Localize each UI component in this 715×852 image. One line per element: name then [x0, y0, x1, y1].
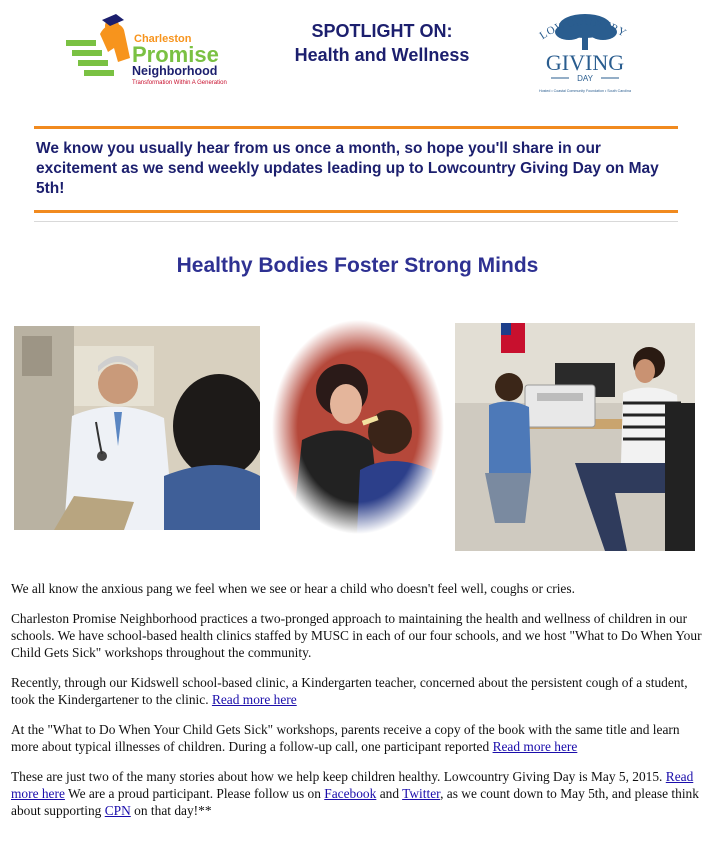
paragraph-kidswell: [11, 674, 707, 708]
photo-doctor-with-child: [14, 326, 260, 530]
grey-divider: [34, 221, 678, 222]
read-more-giving-day-link[interactable]: Read more here: [11, 769, 694, 801]
spotlight-heading: [262, 19, 502, 67]
orange-divider-bottom: [34, 210, 678, 213]
paragraph-approach: Charleston Promise Neighborhood practices a two-pronged approach to maintaining the health and wellness of children in our schools. We have school-based health clinics staffed by MUSC in each of our four schools, and we host "What to Do When Your Child Gets Sick" workshops throughout the community.: [11, 611, 702, 660]
lowcountry-giving-day-logo[interactable]: [525, 6, 645, 101]
cpn-link[interactable]: CPN: [104, 803, 131, 818]
logo-lowcountry-text: LOWCOUNTRY: [537, 15, 629, 43]
announcement-banner: We know you usually hear from us once a month, so hope you'll share in our excitement as we send weekly updates leading up to Lowcountry Giving Day on May 5th!: [36, 140, 659, 197]
photo-ear-exam: [272, 320, 444, 534]
paragraph-giving-day-text-b: We are a proud participant. Please follow us on: [64, 786, 321, 801]
paragraph-giving-day-text-c: and: [379, 786, 400, 801]
spotlight-topic: Health and Wellness: [294, 45, 470, 65]
charleston-promise-neighborhood-logo[interactable]: [62, 12, 242, 87]
read-more-workshops-link[interactable]: Read more here: [492, 739, 578, 754]
article-headline: Healthy Bodies Foster Strong Minds: [176, 254, 539, 277]
logo-day-text: DAY: [577, 74, 593, 83]
logo-tagline-text: Transformation Within A Generation: [132, 80, 227, 86]
paragraph-kidswell-text: Recently, through our Kidswell school-based clinic, a Kindergarten teacher, concerned about the persistent cough of a student, took the Kindergartener to the clinic.: [11, 675, 688, 707]
twitter-link[interactable]: Twitter: [402, 786, 441, 801]
paragraph-giving-day-text-d: , as we count down to May 5th, and please think about supporting: [11, 786, 699, 818]
paragraph-workshops: [11, 721, 707, 755]
logo-neighborhood-text: Neighborhood: [132, 64, 218, 78]
logo-giving-text: GIVING: [545, 50, 625, 75]
facebook-link[interactable]: Facebook: [324, 786, 377, 801]
logo-charleston-text: Charleston: [134, 33, 192, 45]
paragraph-giving-day-text-a: These are just two of the many stories about how we help keep children healthy. Lowcountry Giving Day is May 5, 2015.: [11, 769, 663, 784]
paragraph-giving-day-text-e: on that day!**: [134, 803, 212, 818]
logo-fineprint-text: Hosted • Coastal Community Foundation • South Carolina: [538, 89, 632, 93]
orange-divider-top: [34, 126, 678, 129]
paragraph-workshops-text: At the "What to Do When Your Child Gets Sick" workshops, parents receive a copy of the book with the same title and learn more about typical illnesses of children. During a follow-up call, one participant reported: [11, 722, 680, 754]
photo-hearing-test: [455, 323, 695, 551]
paragraph-intro: We all know the anxious pang we feel when we see or hear a child who doesn't feel well, coughs or cries.: [11, 581, 575, 596]
spotlight-label: SPOTLIGHT ON:: [311, 21, 453, 41]
article-body: [11, 580, 707, 832]
paragraph-giving-day: [11, 768, 707, 819]
logo-promise-text: Promise: [132, 42, 219, 67]
read-more-kidswell-link[interactable]: Read more here: [211, 692, 297, 707]
